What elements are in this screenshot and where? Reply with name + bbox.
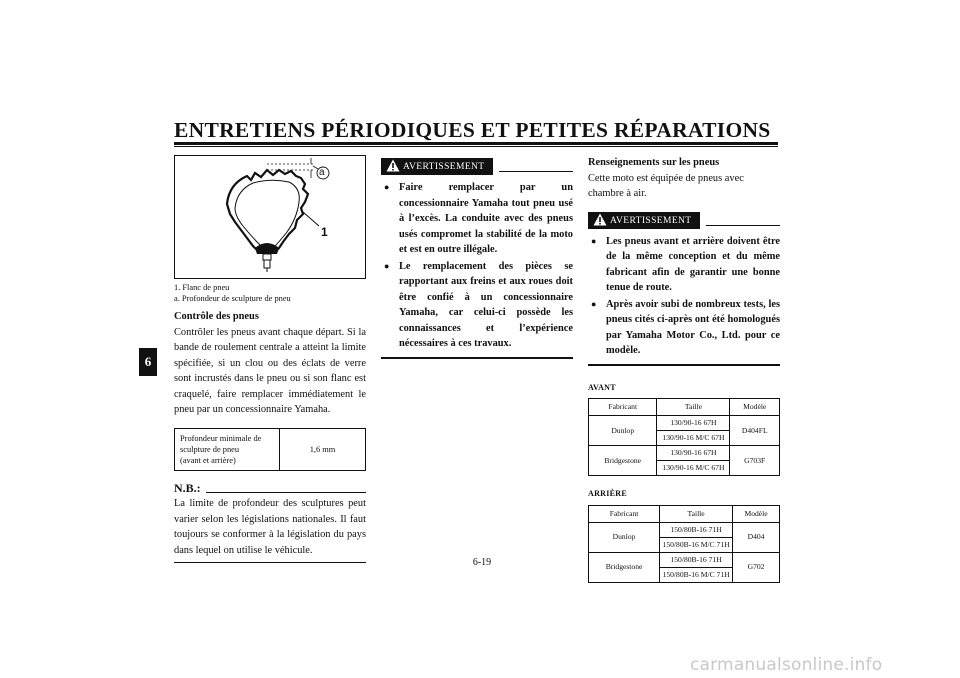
cell-model: D404FL	[730, 416, 780, 446]
tire-info-body: Cette moto est équipée de pneus avec chambre à air.	[588, 172, 744, 199]
warning-triangle-icon	[386, 159, 400, 172]
column-left	[174, 155, 366, 563]
warning-end-rule	[381, 357, 573, 359]
cell-manufacturer: Bridgestone	[589, 446, 657, 476]
cell-size: 150/80B-16 M/C 71H	[660, 537, 733, 552]
col-header-model: Modèle	[730, 399, 780, 416]
warning-header	[588, 212, 780, 229]
nb-end-rule	[174, 562, 366, 563]
cell-size: 130/90-16 M/C 67H	[657, 431, 730, 446]
warning-label: AVERTISSEMENT	[403, 162, 485, 172]
callout-1: 1	[321, 225, 328, 239]
cell-size: 130/90-16 M/C 67H	[657, 461, 730, 476]
tire-check-body: Contrôler les pneus avant chaque départ. Si la bande de roulement centrale a atteint la limite spécifiée, si un clou ou des éclats de verre sont incrustés dans le pneu ou si son flanc est craquelé, faire remplacer immédiatement le pneu par un concessionnaire Yamaha.	[174, 326, 366, 415]
rear-tire-table	[588, 505, 780, 583]
cell-manufacturer: Dunlop	[589, 522, 660, 552]
column-middle	[381, 158, 573, 359]
table-row	[589, 416, 780, 431]
nb-body: La limite de profondeur des sculptures peut varier selon les législations nationales. Il faut toujours se conformer à la législation du pays dans lequel on utilise le véhicule.	[174, 498, 366, 556]
cell-size: 150/80B-16 71H	[660, 552, 733, 567]
col-header-model: Modèle	[733, 505, 780, 522]
nb-rule	[206, 492, 366, 493]
nb-label: N.B.:	[174, 480, 201, 495]
caption-line: 1. Flanc de pneu	[174, 283, 230, 292]
warning-item: ● Les pneus avant et arrière doivent être de la même conception et du même fabricant afin de garantir une bonne tenue de route.	[588, 234, 780, 296]
cell-model: D404	[733, 522, 780, 552]
spec-label-line: Profondeur minimale de	[180, 433, 262, 443]
cell-model: G703F	[730, 446, 780, 476]
warning-item: ● Faire remplacer par un concessionnaire Yamaha tout pneu usé à l’excès. La conduite avec des pneus usés compromet la stabilité de la moto et est en outre illégale.	[381, 180, 573, 258]
front-table-title: AVANT	[588, 382, 616, 392]
spec-label-line: sculpture de pneu	[180, 444, 240, 454]
section-title-tire-check: Contrôle des pneus	[174, 311, 259, 322]
warning-item: ● Après avoir subi de nombreux tests, les pneus cités ci-après ont été homologués par Yamaha Motor Co., Ltd. pour ce modèle.	[588, 297, 780, 359]
cell-size: 130/90-16 67H	[657, 446, 730, 461]
cell-size: 150/80B-16 71H	[660, 522, 733, 537]
tread-depth-spec-table	[174, 428, 366, 471]
nb-header	[174, 481, 366, 497]
cell-size: 150/80B-16 M/C 71H	[660, 567, 733, 582]
table-row	[589, 552, 780, 567]
col-header-size: Taille	[657, 399, 730, 416]
watermark: carmanualsonline.info	[690, 655, 883, 675]
warning-badge	[588, 212, 700, 229]
spec-label-line: (avant et arrière)	[180, 455, 236, 465]
col-header-manufacturer: Fabricant	[589, 399, 657, 416]
spec-value: 1,6 mm	[280, 428, 366, 470]
warning-badge	[381, 158, 493, 175]
page-title: ENTRETIENS PÉRIODIQUES ET PETITES RÉPARATIONS	[174, 118, 771, 142]
rear-table-title: ARRIÈRE	[588, 489, 627, 498]
spec-label	[175, 428, 280, 470]
column-right	[588, 155, 780, 583]
section-title-tire-info: Renseignements sur les pneus	[588, 157, 720, 168]
col-header-manufacturer: Fabricant	[589, 505, 660, 522]
page-number: 6-19	[472, 557, 492, 568]
warning-header-rule	[499, 171, 573, 172]
figure-caption	[174, 282, 366, 304]
front-tire-table	[588, 398, 780, 476]
warning-list	[588, 234, 780, 359]
header-rule	[174, 142, 778, 145]
tire-figure	[174, 155, 366, 279]
cell-manufacturer: Dunlop	[589, 416, 657, 446]
table-row	[589, 446, 780, 461]
warning-item: ● Le remplacement des pièces se rapportant aux freins et aux roues doit être confié à un concessionnaire Yamaha, car celui-ci possède les connaissances et l’expérience nécessaires à ces travaux.	[381, 259, 573, 352]
cell-manufacturer: Bridgestone	[589, 552, 660, 582]
warning-header-rule	[706, 225, 780, 226]
callout-a: a	[319, 167, 325, 178]
warning-triangle-icon	[593, 213, 607, 226]
caption-line: a. Profondeur de sculpture de pneu	[174, 294, 291, 303]
tire-cross-section-diagram	[175, 156, 365, 278]
warning-header	[381, 158, 573, 175]
table-row	[589, 522, 780, 537]
warning-end-rule	[588, 364, 780, 366]
col-header-size: Taille	[660, 505, 733, 522]
warning-list	[381, 180, 573, 352]
chapter-tab: 6	[139, 348, 157, 376]
warning-label: AVERTISSEMENT	[610, 215, 692, 226]
cell-model: G702	[733, 552, 780, 582]
header-rule-thin	[174, 146, 778, 147]
cell-size: 130/90-16 67H	[657, 416, 730, 431]
